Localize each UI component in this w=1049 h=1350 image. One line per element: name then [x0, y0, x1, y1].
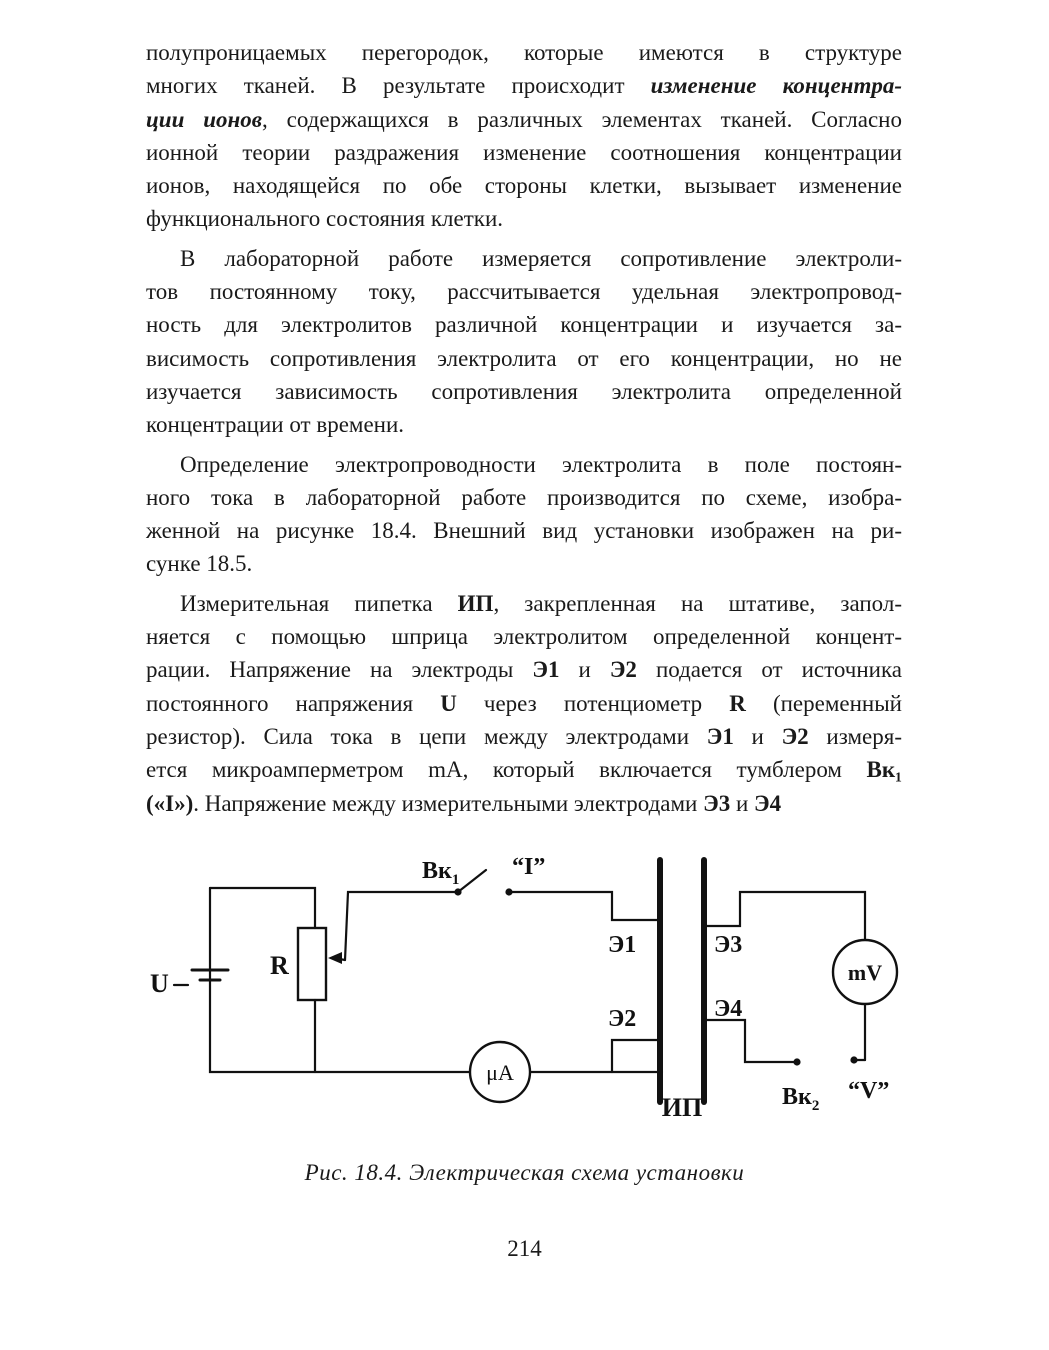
page-number: 214	[507, 1236, 542, 1261]
text-line: ионов, находящейся по обе стороны клетки, вызывает изменение	[146, 173, 902, 199]
wire-wiper	[345, 892, 458, 960]
wire-e4	[704, 1020, 797, 1062]
text-line: ность для электролитов различной концентрации и изучается за-	[146, 312, 902, 338]
text-line: полупроницаемых перегородок, которые имеются в структуре	[146, 40, 902, 65]
resistor-body	[298, 928, 326, 1000]
label-e2: Э2	[608, 1006, 637, 1032]
label-e3: Э3	[714, 932, 743, 958]
label-u: U	[150, 969, 169, 998]
text-line: Определение электропроводности электролита в поле постоян-	[180, 451, 902, 477]
label-mv: mV	[847, 960, 883, 985]
text-line: сунке 18.5.	[146, 551, 253, 577]
text-line: ется микроамперметром mA, который включается тумблером Вк₁	[146, 757, 902, 783]
switch-vk1-blade	[458, 870, 486, 892]
text-line: («I»). Напряжение между измерительными электродами Э3 и Э4	[146, 790, 782, 816]
wire-to-e2	[612, 1040, 660, 1072]
circuit-diagram	[130, 840, 920, 1140]
text-line: тов постоянному току, рассчитывается удельная электропровод-	[146, 279, 902, 305]
text-line: женной на рисунке 18.4. Внешний вид установки изображен на ри-	[146, 518, 902, 544]
label-ua: μA	[486, 1060, 514, 1085]
text-line: концентрации от времени.	[146, 412, 405, 438]
label-e4: Э4	[714, 996, 743, 1022]
text-line: многих тканей. В результате происходит изменение концентра-	[146, 73, 902, 99]
wire-to-e1	[509, 892, 660, 920]
text-line: постоянного напряжения U через потенциометр R (переменный	[146, 690, 902, 716]
text-line: ции ионов, содержащихся в различных элементах тканей. Согласно	[146, 106, 902, 132]
text-line: ного тока в лабораторной работе производится по схеме, изобра-	[146, 484, 902, 510]
label-vk2: $Вк_2$	[782, 1084, 820, 1114]
body-text	[146, 36, 902, 820]
wire-left-loop	[210, 888, 662, 1072]
text-line: рации. Напряжение на электроды Э1 и Э2 подается от источника	[146, 657, 903, 683]
text-line: резистор). Сила тока в цепи между электродами Э1 и Э2 измеря-	[146, 723, 902, 749]
text-line: функционального состояния клетки.	[146, 206, 504, 232]
text-line: Измерительная пипетка ИП, закрепленная на штативе, запол-	[180, 590, 902, 616]
label-r: R	[270, 951, 289, 980]
label-vk1: $Вк_1$	[422, 858, 460, 888]
text-line: няется с помощью шприца электролитом определенной концент-	[146, 624, 902, 650]
figure-caption: Рис. 18.4. Электрическая схема установки	[304, 1160, 745, 1185]
label-e1: Э1	[608, 932, 637, 958]
text-line: изучается зависимость сопротивления электролита определенной	[146, 378, 902, 404]
label-switch-v: “V”	[848, 1078, 890, 1104]
wire-top-left	[210, 888, 315, 928]
label-switch-i: “I”	[512, 854, 546, 880]
text-line: В лабораторной работе измеряется сопротивление электроли-	[180, 245, 902, 271]
text-line: ионной теории раздражения изменение соотношения концентрации	[146, 139, 902, 165]
label-ip: ИП	[661, 1093, 703, 1122]
text-line: висимость сопротивления электролита от его концентрации, но не	[146, 345, 902, 371]
